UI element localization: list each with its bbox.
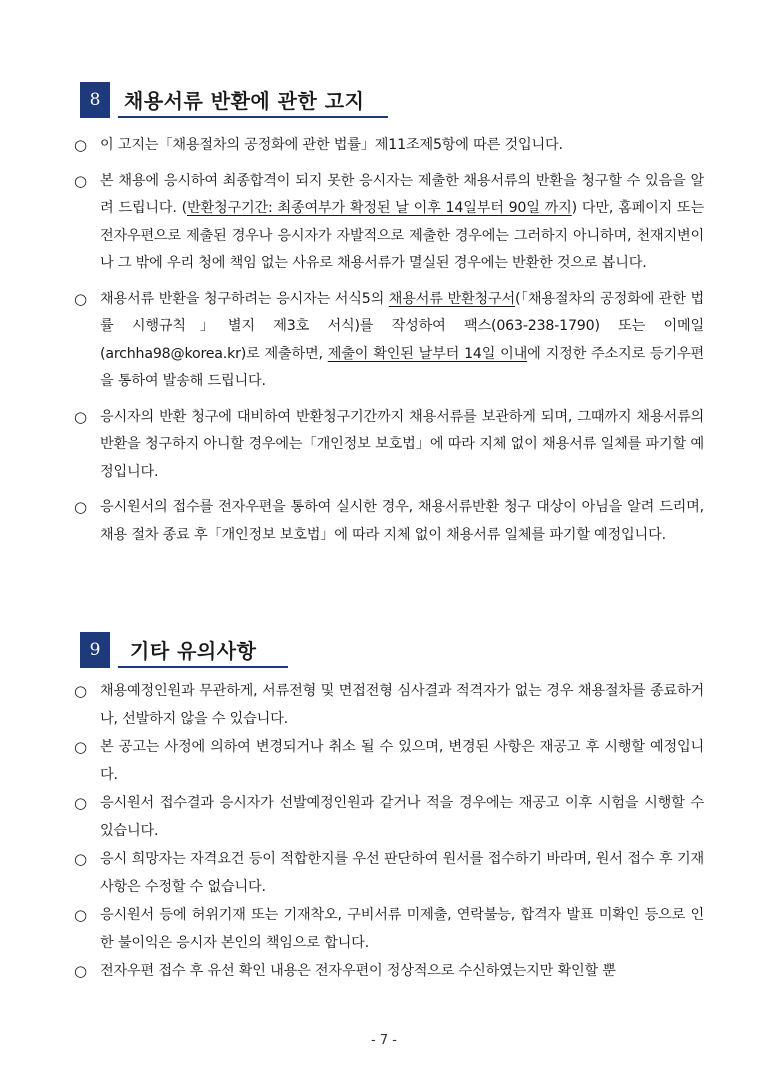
list-item (72, 734, 704, 789)
item-text: (「채용절차의 공정화에 관한 법률 시행규칙」별지 제3호 서식)를 작성하여 팩스(063-238-1790) 또는 이메일(archha98@korea.kr)로 제출하면, (100, 290, 704, 362)
item-text: 채용서류 반환을 청구하려는 응시자는 서식5의 (100, 290, 389, 307)
bullet-circle: ○ (74, 171, 87, 190)
bullet-circle: ○ (74, 498, 87, 516)
list-item (72, 678, 704, 733)
list-item (72, 846, 704, 901)
bullet-circle: ○ (74, 906, 87, 924)
section-number-8: 8 (80, 82, 110, 118)
bullet-circle: ○ (74, 136, 87, 154)
bullet-circle: ○ (74, 289, 87, 308)
bullet-circle: ○ (74, 962, 87, 980)
item-text: 에 지정한 주소지로 등기우편을 통하여 발송해 드립니다. (100, 345, 704, 389)
bullet-circle: ○ (74, 794, 87, 812)
section-heading-9 (80, 632, 288, 668)
section-8-list (72, 132, 704, 557)
bullet-circle: ○ (74, 682, 87, 700)
item-text: 이 고지는「채용절차의 공정화에 관한 법률」제11조제5항에 따른 것입니다. (100, 137, 563, 153)
list-item (72, 790, 704, 845)
section-number-9: 9 (80, 632, 110, 668)
section-9-list (72, 678, 704, 987)
bullet-circle: ○ (74, 850, 87, 868)
underlined-text: 제출이 확인된 날부터 14일 이내 (327, 345, 528, 362)
item-text: 채용예정인원과 무관하게, 서류전형 및 면접전형 심사결과 적격자가 없는 경우 채용절차를 종료하거나, 선발하지 않을 수 있습니다. (100, 683, 704, 727)
item-text: 본 채용에 응시하여 최종합격이 되지 못한 응시자는 제출한 채용서류의 반환을 청구할 수 있음을 알려 드립니다. ( (100, 172, 704, 216)
list-item (72, 902, 704, 957)
list-item (72, 494, 704, 549)
item-text: 응시원서 등에 허위기재 또는 기재착오, 구비서류 미제출, 연락불능, 합격자 발표 미확인 등으로 인한 불이익은 응시자 본인의 책임으로 합니다. (100, 907, 704, 951)
item-text: 응시원서 접수결과 응시자가 선발예정인원과 같거나 적을 경우에는 재공고 이후 시험을 시행할 수 있습니다. (100, 795, 704, 839)
item-text: 본 공고는 사정에 의하여 변경되거나 취소 될 수 있으며, 변경된 사항은 재공고 후 시행할 예정입니다. (100, 739, 704, 783)
item-text: ) 다만, 홈페이지 또는 전자우편으로 제출된 경우나 응시자가 자발적으로 제출한 경우에는 그러하지 아니하며, 천재지변이나 그 밖에 우리 청에 책임 없는 사유로 채용서류가 멸실된 경우에는 반환한 것으로 봅니다. (100, 200, 704, 271)
list-item (72, 168, 704, 278)
list-item (72, 132, 704, 160)
list-item (72, 404, 704, 487)
bullet-circle: ○ (74, 738, 87, 756)
list-item (72, 286, 704, 396)
section-heading-8 (80, 82, 388, 118)
underlined-text: 채용서류 반환청구서 (388, 290, 515, 307)
bullet-circle: ○ (74, 407, 87, 426)
list-item (72, 958, 704, 986)
item-text: 응시자의 반환 청구에 대비하여 반환청구기간까지 채용서류를 보관하게 되며, 그때까지 채용서류의 반환을 청구하지 아니할 경우에는「개인정보 보호법」에 따라 지체 없이 채용서류 일체를 파기할 예정입니다. (100, 408, 704, 480)
page-number: - 7 - (371, 1033, 397, 1048)
section-title-8: 채용서류 반환에 관한 고지 (118, 82, 388, 118)
item-text: 응시 희망자는 자격요건 등이 적합한지를 우선 판단하여 원서를 접수하기 바라며, 원서 접수 후 기재사항은 수정할 수 없습니다. (100, 851, 704, 895)
item-text: 응시원서의 접수를 전자우편을 통하여 실시한 경우, 채용서류반환 청구 대상이 아님을 알려 드리며, 채용 절차 종료 후「개인정보 보호법」에 따라 지체 없이 채용서류 일체를 파기할 예정입니다. (100, 499, 704, 543)
section-title-9: 기타 유의사항 (118, 632, 288, 668)
underlined-text: 반환청구기간: 최종여부가 확정된 날 이후 14일부터 90일 까지 (186, 200, 572, 216)
item-text: 전자우편 접수 후 유선 확인 내용은 전자우편이 정상적으로 수신하였는지만 확인할 뿐 (100, 963, 616, 979)
